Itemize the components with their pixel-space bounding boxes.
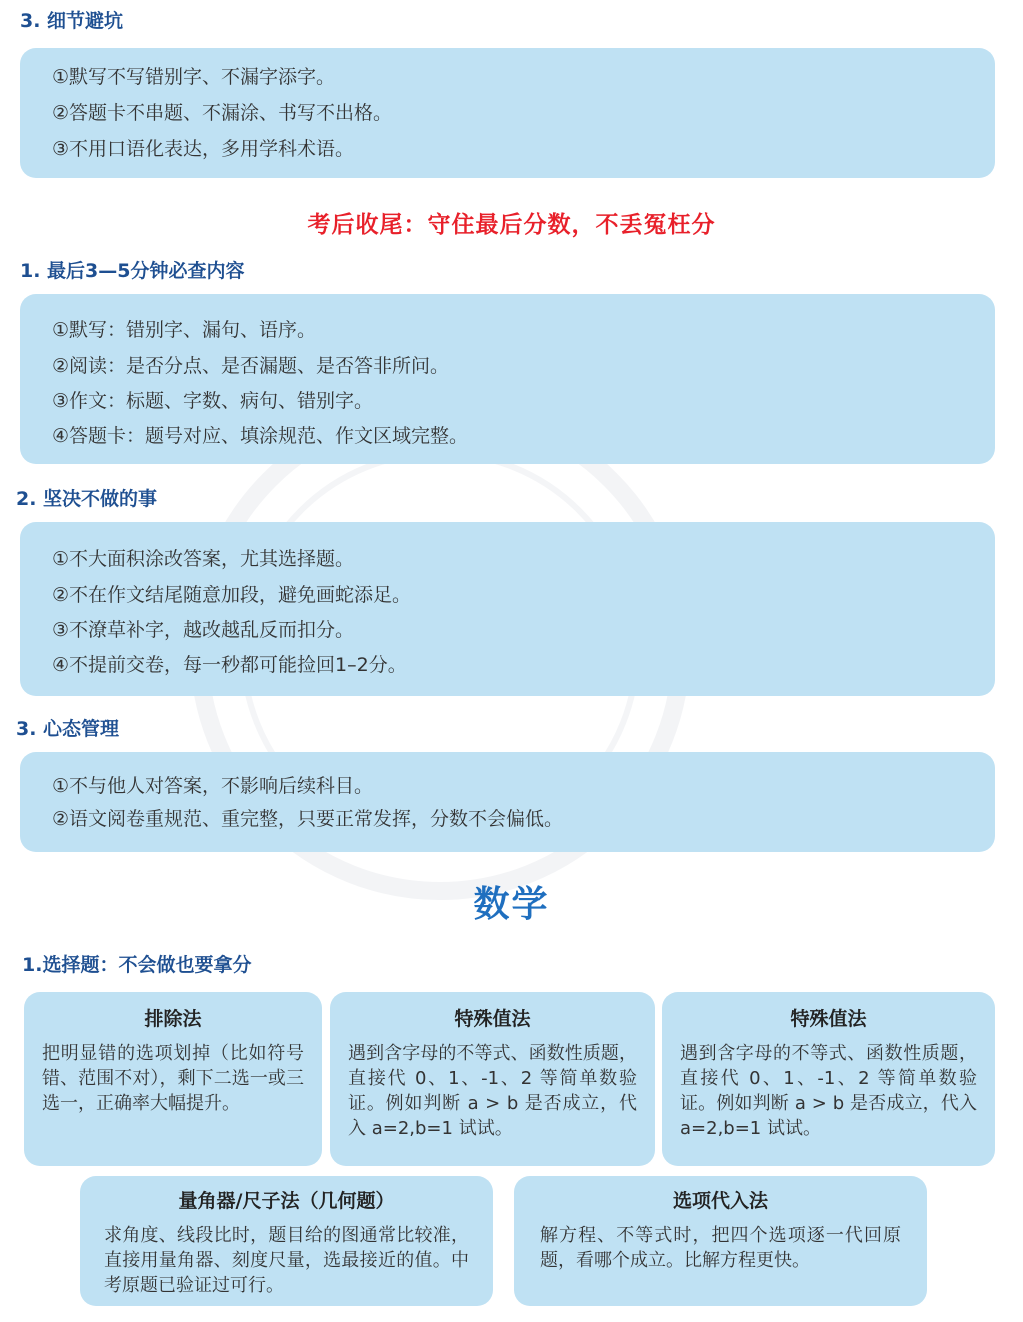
section-heading-choice: 1.选择题：不会做也要拿分 [22,954,252,976]
card-body: 解方程、不等式时，把四个选项逐一代回原题，看哪个成立。比解方程更快。 [540,1225,901,1271]
ending-title: 考后收尾：守住最后分数，不丢冤枉分 [307,212,716,238]
method-card [514,1176,927,1306]
mindset-box [20,752,995,852]
method-card [662,992,995,1166]
list-item: ①不大面积涂改答案，尤其选择题。 [52,548,355,570]
card-body: 把明显错的选项划掉（比如符号错、范围不对），剩下二选一或三选一，正确率大幅提升。 [42,1043,304,1114]
math-title: 数学 [473,884,550,925]
section-heading-mindset: 3. 心态管理 [16,718,120,740]
section-heading-detail: 3. 细节避坑 [20,10,124,32]
method-card [80,1176,493,1306]
method-card [24,992,322,1166]
card-body: 求角度、线段比时，题目给的图通常比较准，直接用量角器、刻度尺量，选最接近的值。中考原题已验证过可行。 [104,1225,469,1296]
list-item: ②答题卡不串题、不漏涂、书写不出格。 [52,102,393,124]
list-item: ①不与他人对答案，不影响后续科目。 [52,775,374,797]
section-heading-donts: 2. 坚决不做的事 [16,488,158,510]
card-title: 特殊值法 [790,1008,867,1030]
check-box [20,294,995,464]
donts-box [20,522,995,696]
list-item: ②阅读：是否分点、是否漏题、是否答非所问。 [52,355,450,377]
list-item: ③作文：标题、字数、病句、错别字。 [52,390,374,412]
card-body: 遇到含字母的不等式、函数性质题，直接代 0、1、-1、2 等简单数验证。例如判断 a > b 是否成立，代入 a=2,b=1 试试。 [348,1043,637,1139]
list-item: ②语文阅卷重规范、重完整，只要正常发挥，分数不会偏低。 [52,808,564,830]
list-item: ③不潦草补字，越改越乱反而扣分。 [52,619,355,641]
card-body: 遇到含字母的不等式、函数性质题，直接代 0、1、-1、2 等简单数验证。例如判断 a > b 是否成立，代入 a=2,b=1 试试。 [680,1043,977,1139]
detail-box [20,48,995,178]
card-title: 选项代入法 [672,1190,768,1212]
method-card [330,992,655,1166]
card-title: 排除法 [144,1008,202,1030]
list-item: ①默写：错别字、漏句、语序。 [52,319,317,341]
list-item: ④不提前交卷，每一秒都可能捡回1–2分。 [52,654,407,676]
list-item: ②不在作文结尾随意加段，避免画蛇添足。 [52,584,412,606]
card-title: 量角器/尺子法（几何题） [178,1190,395,1212]
list-item: ③不用口语化表达，多用学科术语。 [52,138,355,160]
list-item: ④答题卡：题号对应、填涂规范、作文区域完整。 [52,425,469,447]
list-item: ①默写不写错别字、不漏字添字。 [52,66,336,88]
section-heading-check: 1. 最后3—5分钟必查内容 [20,260,245,282]
card-title: 特殊值法 [454,1008,531,1030]
